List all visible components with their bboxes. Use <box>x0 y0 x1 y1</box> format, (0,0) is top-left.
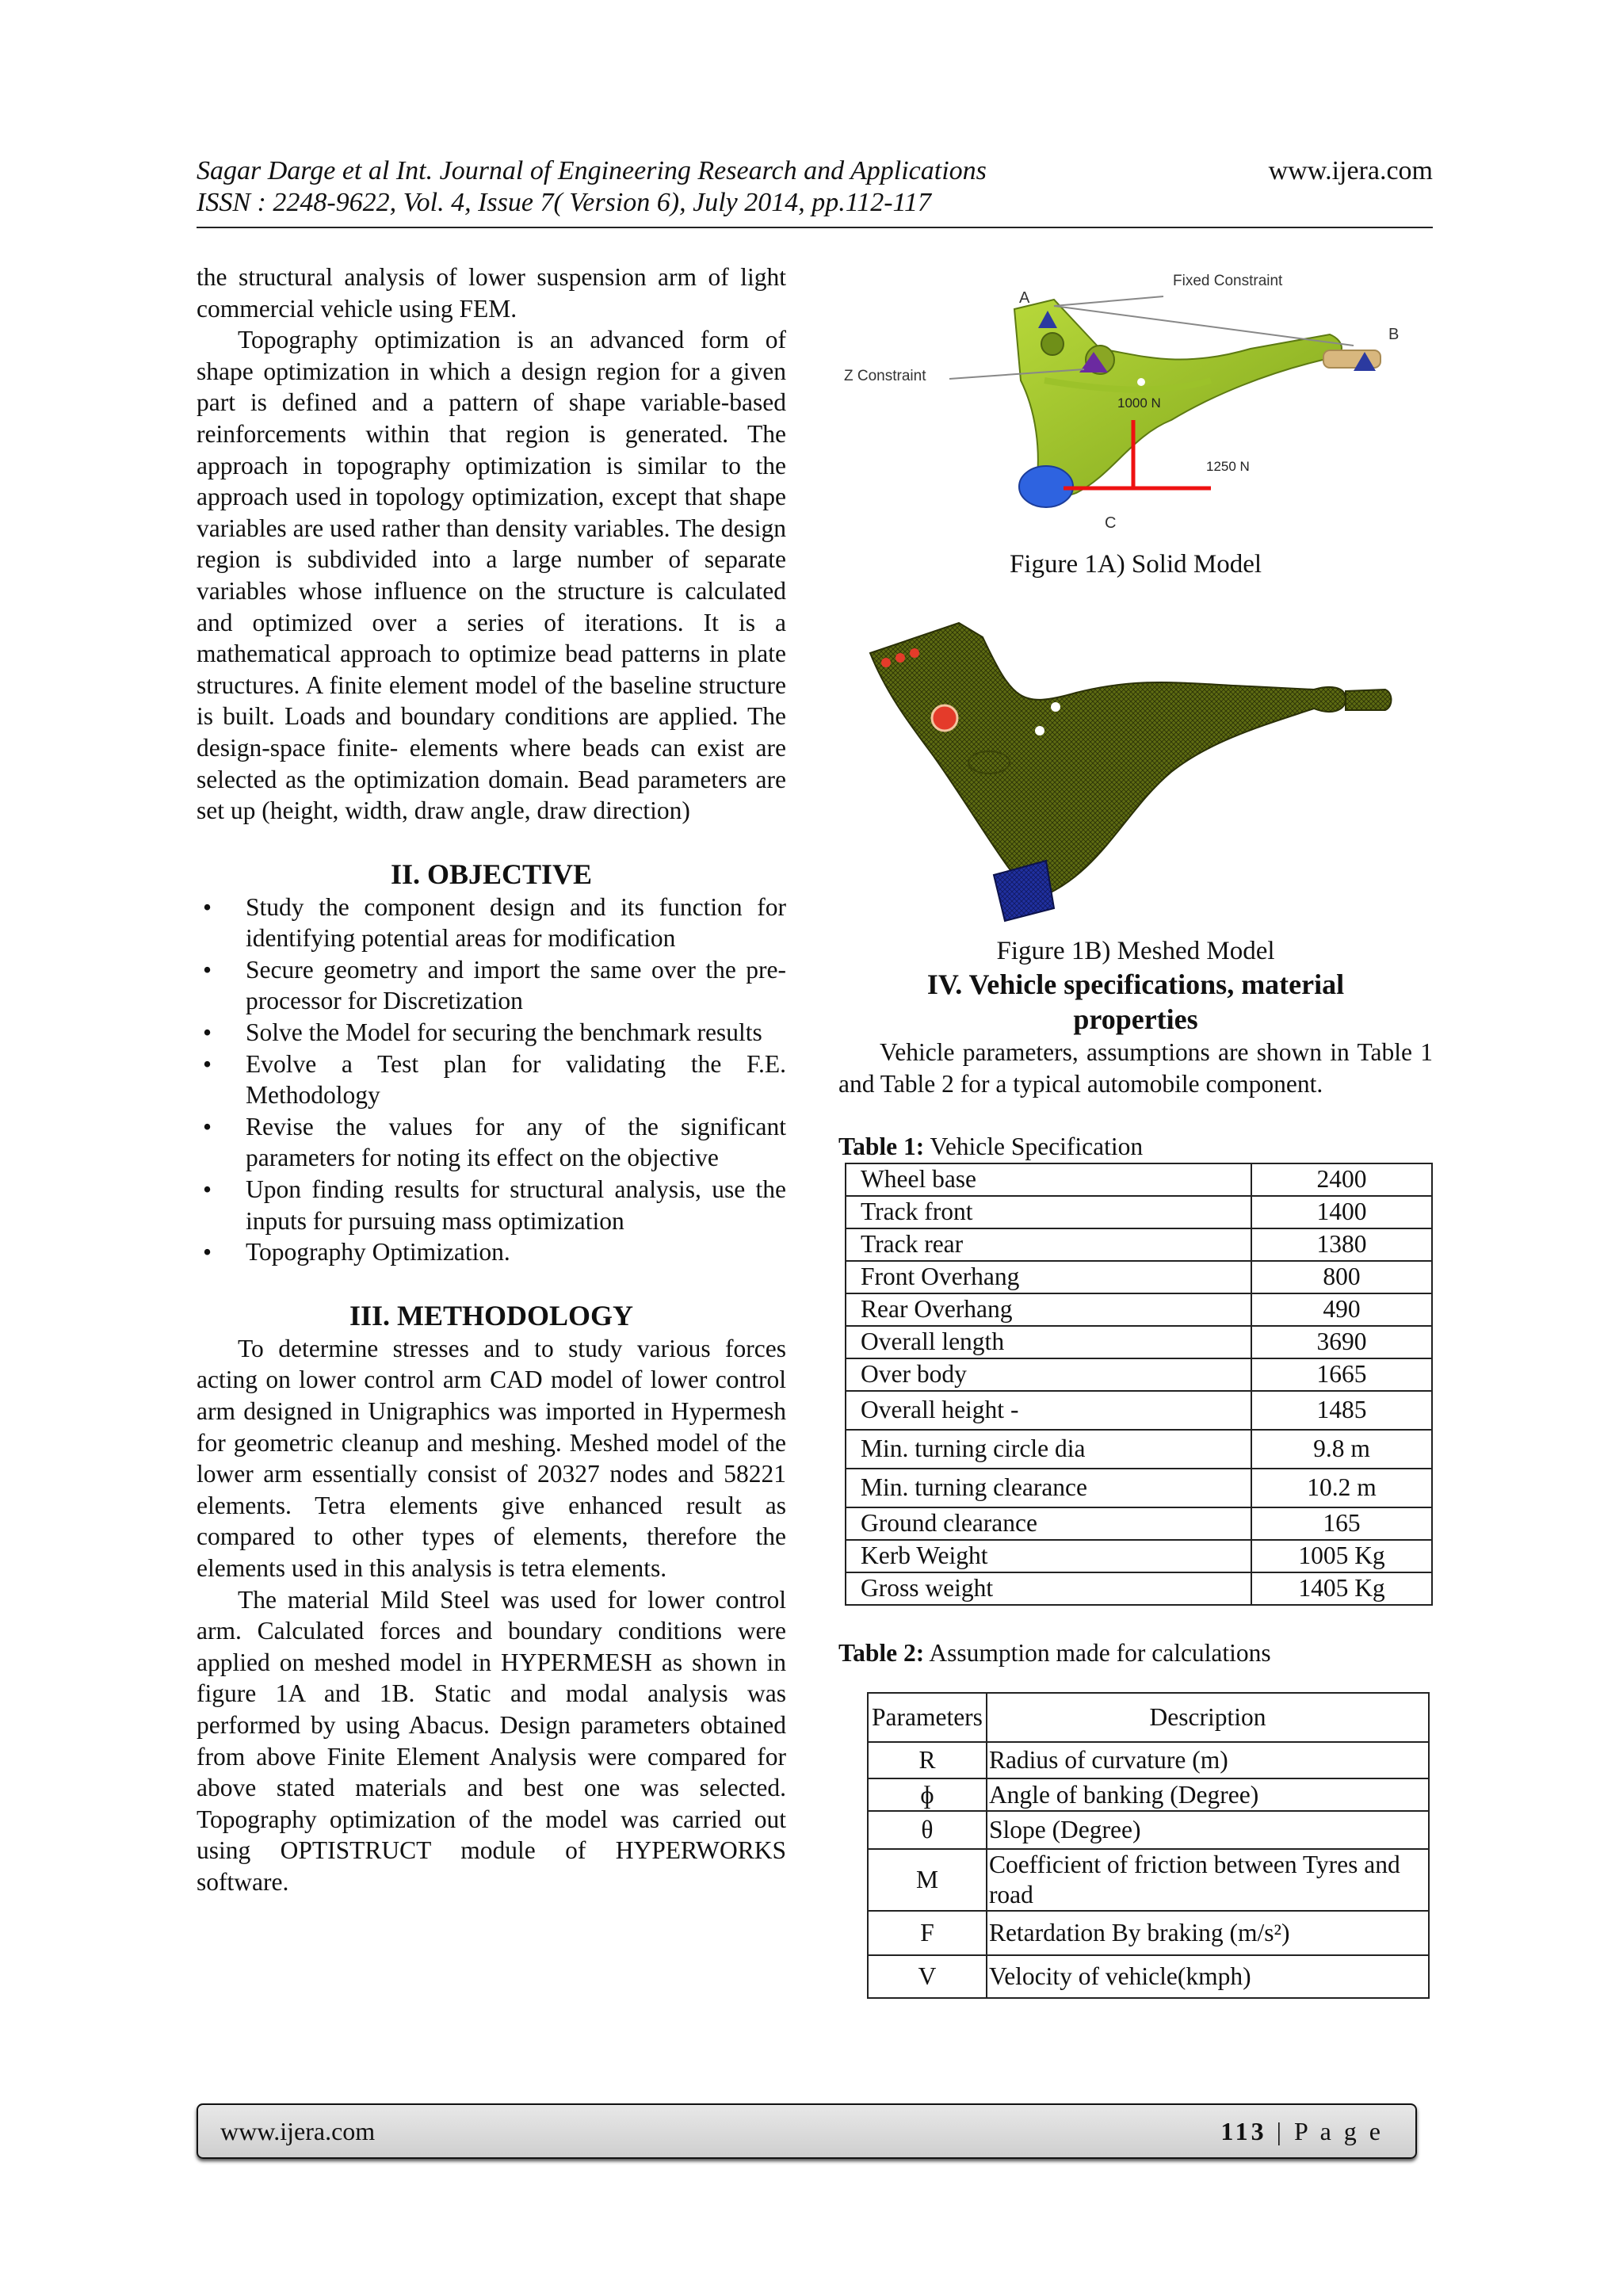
intro-paragraph-tail: the structural analysis of lower suspension arm of light commercial vehicle using FEM. <box>197 263 786 323</box>
list-item: • Evolve a Test plan for validating the F.E. Methodology <box>197 1049 786 1111</box>
objective-list <box>197 892 786 1268</box>
list-item: • Study the component design and its function for identifying potential areas for modification <box>197 892 786 954</box>
table-header-cell: Description <box>987 1693 1429 1742</box>
page-label: | P a g e <box>1266 2117 1384 2145</box>
table-1-caption: Vehicle Specification <box>924 1133 1144 1161</box>
table-row <box>868 1911 1429 1955</box>
list-item: • Upon finding results for structural analysis, use the inputs for pursuing mass optimization <box>197 1174 786 1236</box>
page-number-value: 113 <box>1220 2117 1267 2145</box>
table-cell: V <box>868 1955 987 1998</box>
table-cell: 9.8 m <box>1251 1430 1432 1469</box>
vehicle-specification-table <box>845 1163 1433 1606</box>
table-row <box>846 1293 1432 1326</box>
table-cell: Velocity of vehicle(kmph) <box>987 1955 1429 1998</box>
table-cell: Track front <box>846 1196 1251 1228</box>
table-cell: 3690 <box>1251 1326 1432 1358</box>
table-cell: 1485 <box>1251 1391 1432 1430</box>
table-cell: Gross weight <box>846 1572 1251 1605</box>
meshed-model-image <box>838 613 1433 930</box>
figure-1b-caption: Figure 1B) Meshed Model <box>996 937 1275 965</box>
point-c-label: C <box>1105 514 1117 532</box>
table-1-label: Table 1: <box>838 1133 925 1161</box>
table-row <box>846 1163 1432 1196</box>
table-row <box>868 1778 1429 1811</box>
table-cell: 10.2 m <box>1251 1469 1432 1507</box>
table-row <box>846 1391 1432 1430</box>
issn-line: ISSN : 2248-9622, Vol. 4, Issue 7( Version 6), July 2014, pp.112-117 <box>197 188 932 217</box>
table-header-cell: Parameters <box>868 1693 987 1742</box>
point-a-label: A <box>1019 289 1030 307</box>
table-1-title <box>838 1131 1433 1163</box>
table-header-row <box>868 1693 1429 1742</box>
point-b-label: B <box>1388 326 1400 343</box>
solid-model-image <box>838 262 1433 547</box>
table-cell: F <box>868 1911 987 1955</box>
force-1000n-label: 1000 N <box>1117 395 1161 411</box>
objective-heading: II. OBJECTIVE <box>390 858 593 890</box>
footer-website-link[interactable]: www.ijera.com <box>220 2117 376 2145</box>
topography-paragraph: Topography optimization is an advanced form of shape optimization in which a design region for a given part is defined and a pattern of shape variable-based reinforcements within that region is generated. The approach in topography optimization is similar to the approach used in topology optimization, except that shape variables are used rather than density variables. The design region is subdivided into a large number of separate variables whose influence on the structure is calculated and optimized over a series of iterations. It is a mathematical approach to optimize bead patterns in plate structures. A finite element model of the baseline structure is built. Loads and boundary conditions are applied. The design-space finite- elements where beads can exist are selected as the optimization domain. Bead parameters are set up (height, width, draw angle, draw direction) <box>197 326 786 825</box>
table-cell: 490 <box>1251 1293 1432 1326</box>
page-footer <box>197 2103 1417 2159</box>
table-cell: 1005 Kg <box>1251 1540 1432 1572</box>
assumptions-table <box>867 1692 1430 1999</box>
table-cell: 1400 <box>1251 1196 1432 1228</box>
methodology-paragraph-1: To determine stresses and to study various forces acting on lower control arm CAD model of lower control arm designed in Unigraphics was imported in Hypermesh for geometric cleanup and meshing. Meshed model of the lower arm essentially consist of 20327 nodes and 58221 elements. Tetra elements give enhanced result as compared to other types of elements, therefore the elements used in this analysis is tetra elements. <box>197 1334 786 1582</box>
running-header <box>197 155 1433 219</box>
table-cell: θ <box>868 1811 987 1849</box>
right-column <box>838 262 1433 1999</box>
table-cell: R <box>868 1742 987 1778</box>
table-2-caption: Assumption made for calculations <box>924 1638 1271 1667</box>
table-2-label: Table 2: <box>838 1638 925 1667</box>
table-cell: Angle of banking (Degree) <box>987 1778 1429 1811</box>
table-row <box>846 1469 1432 1507</box>
table-row <box>846 1196 1432 1228</box>
list-item: • Secure geometry and import the same over the pre-processor for Discretization <box>197 954 786 1017</box>
table-cell: Rear Overhang <box>846 1293 1251 1326</box>
table-row <box>846 1540 1432 1572</box>
figure-1a-solid-model <box>838 262 1433 547</box>
table-row <box>846 1326 1432 1358</box>
header-rule <box>197 227 1433 228</box>
table-cell: 1380 <box>1251 1228 1432 1261</box>
journal-citation: Sagar Darge et al Int. Journal of Engineering Research and Applications <box>197 156 987 185</box>
force-1250n-label: 1250 N <box>1206 459 1250 474</box>
figure-1a-caption: Figure 1A) Solid Model <box>1009 550 1262 579</box>
table-cell: ɸ <box>868 1778 987 1811</box>
table-cell: 800 <box>1251 1261 1432 1293</box>
table-cell: Track rear <box>846 1228 1251 1261</box>
table-2-title <box>838 1637 1433 1669</box>
table-cell: Overall length <box>846 1326 1251 1358</box>
table-cell: 2400 <box>1251 1163 1432 1196</box>
figure-1b-meshed-model <box>838 613 1433 930</box>
table-cell: Front Overhang <box>846 1261 1251 1293</box>
section-4-heading-line-2: properties <box>1073 1003 1198 1035</box>
table-cell: Overall height - <box>846 1391 1251 1430</box>
methodology-heading: III. METHODOLOGY <box>349 1299 634 1331</box>
table-row <box>868 1742 1429 1778</box>
section-4-heading <box>838 967 1433 1037</box>
section-4-heading-line-1: IV. Vehicle specifications, material <box>926 968 1345 1000</box>
table-row <box>868 1849 1429 1911</box>
header-website-link[interactable]: www.ijera.com <box>1268 156 1433 185</box>
table-cell: Kerb Weight <box>846 1540 1251 1572</box>
fixed-constraint-label: Fixed Constraint <box>1173 273 1283 289</box>
table-cell: Radius of curvature (m) <box>987 1742 1429 1778</box>
section-4-paragraph: Vehicle parameters, assumptions are shown in Table 1 and Table 2 for a typical automobile component. <box>838 1038 1433 1098</box>
z-constraint-label: Z Constraint <box>844 368 926 384</box>
list-item: • Topography Optimization. <box>197 1236 786 1268</box>
table-row <box>868 1955 1429 1998</box>
left-column <box>197 262 786 1898</box>
table-cell: Retardation By braking (m/s²) <box>987 1911 1429 1955</box>
table-row <box>868 1811 1429 1849</box>
table-row <box>846 1507 1432 1540</box>
methodology-paragraph-2: The material Mild Steel was used for lower control arm. Calculated forces and boundary conditions were applied on meshed model in HYPERMESH as shown in figure 1A and 1B. Static and modal analysis was performed by using Abacus. Design parameters obtained from above Finite Element Analysis were compared for above stated materials and best one was selected. Topography optimization of the model was carried out using OPTISTRUCT module of HYPERWORKS software. <box>197 1585 786 1896</box>
table-row <box>846 1228 1432 1261</box>
table-cell: Over body <box>846 1358 1251 1391</box>
table-row <box>846 1572 1432 1605</box>
table-row <box>846 1430 1432 1469</box>
table-cell: Min. turning circle dia <box>846 1430 1251 1469</box>
table-cell: Min. turning clearance <box>846 1469 1251 1507</box>
table-row <box>846 1261 1432 1293</box>
table-cell: 1405 Kg <box>1251 1572 1432 1605</box>
table-row <box>846 1358 1432 1391</box>
table-cell: Wheel base <box>846 1163 1251 1196</box>
table-cell: 165 <box>1251 1507 1432 1540</box>
table-cell: Slope (Degree) <box>987 1811 1429 1849</box>
table-cell: Coefficient of friction between Tyres and road <box>987 1849 1429 1911</box>
list-item: • Solve the Model for securing the benchmark results <box>197 1017 786 1049</box>
table-cell: 1665 <box>1251 1358 1432 1391</box>
table-cell: M <box>868 1849 987 1911</box>
page-number <box>1220 2105 1384 2157</box>
list-item: • Revise the values for any of the significant parameters for noting its effect on the objective <box>197 1111 786 1174</box>
table-cell: Ground clearance <box>846 1507 1251 1540</box>
